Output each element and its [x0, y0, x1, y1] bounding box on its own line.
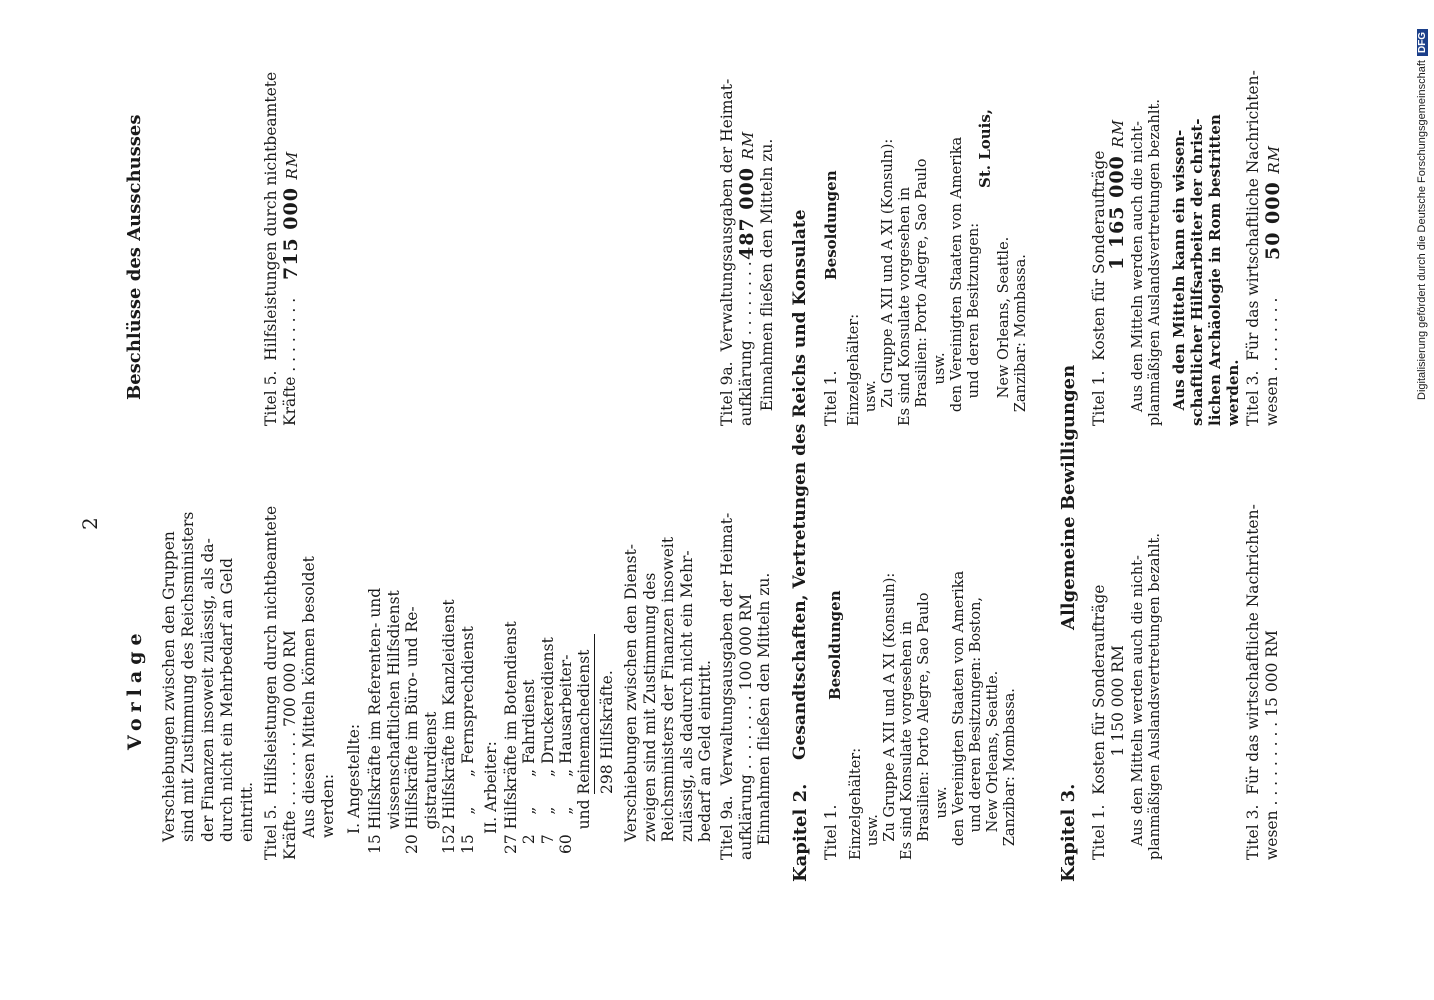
- arbeiter-list: 27 Hilfskräfte im Botendienst 2 „ „ Fahrdienst 7 „ „ Druckereidienst 60 „ „ Hausarbeiter- und Reinemachedienst: [502, 621, 594, 854]
- right-k3-titel1: Titel 1. Kosten für Sonderaufträge: [1090, 150, 1108, 426]
- right-k3-titel3: Titel 3. Für das wirtschaftliche Nachrichten- wesen . . . . . . . .: [1244, 70, 1281, 426]
- left-titel5-note: Aus diesen Mitteln können besoldet werden:: [300, 556, 337, 838]
- left-k3-titel3: Titel 3. Für das wirtschaftliche Nachrichten- wesen . . . . . . . . . 15 000 RM: [1244, 504, 1281, 860]
- left-titel5: Titel 5. Hilfsleistungen durch nichtbeamtete Kräfte . . . . . . . . 700 000 RM: [262, 505, 299, 860]
- right-titel5: Titel 5. Hilfsleistungen durch nichtbeamtete Kräfte . . . . . . . .: [262, 71, 299, 426]
- right-titel5-amount: 715 000 RM: [280, 150, 302, 280]
- right-k2-body-end: New Orleans, Seattle. Zanzibar: Mombassa.: [996, 236, 1030, 413]
- dfg-logo: DFG: [1417, 29, 1428, 56]
- left-titel9a: Titel 9a. Verwaltungsausgaben der Heimat- aufklärung . . . . . . . . 100 000 RM Einnahmen fließen den Mitteln zu.: [718, 512, 774, 860]
- left-k2-titel1: Titel 1.: [822, 804, 840, 860]
- left-k3-titel1-note: Aus den Mitteln werden auch die nicht- planmäßigen Auslandsvertretungen bezahlt.: [1130, 533, 1164, 860]
- digitization-credit: [1416, 0, 1428, 400]
- kapitel-3-title: Allgemeine Bewilligungen: [1058, 364, 1079, 630]
- right-titel9a-amount: 487 000 RM: [736, 130, 758, 260]
- right-k2-body: Einzelgehälter: usw. Zu Gruppe A XII und A XI (Konsuln): Es sind Konsulate vorgesehen in Brasilien: Porto Alegre, Sao Paulo usw. den Vereinigten Staaten von Amerika und deren Besitzungen:: [846, 136, 982, 426]
- right-titel9a-note: Einnahmen fließen den Mitteln zu.: [758, 138, 776, 426]
- right-k2-besoldungen: Besoldungen: [822, 170, 840, 280]
- verschiebungen-paragraph: Verschiebungen zwischen den Dienst- zweigen sind mit Zustimmung des Reichsministers der Finanzen insoweit zulässig, als dadurch nicht ein Mehr- bedarf an Geld eintritt.: [622, 536, 715, 842]
- left-k3-titel1: Titel 1. Kosten für Sonderaufträge 1 150 000 RM: [1090, 584, 1127, 860]
- intro-paragraph: Verschiebungen zwischen den Gruppen sind mit Zustimmung des Reichsministers der Finanzen insoweit zulässig, als da- durch nicht ein Mehrbedarf an Geld eintritt.: [160, 511, 256, 842]
- angestellte-list: 15 Hilfskräfte im Referenten- und wissenschaftlichen Hilfsdienst 20 Hilfskräfte im Büro- und Re- gistraturdienst 152 Hilfskräfte im Kanzleidienst 15 „ „ Fernsprechdienst: [366, 587, 477, 854]
- credit-text: Digitalisierung gefördert durch die Deutsche Forschungsgemeinschaft: [1416, 60, 1428, 400]
- column-title-beschluesse: Beschlüsse des Ausschusses: [124, 114, 145, 400]
- right-k2-titel1: Titel 1.: [822, 370, 840, 426]
- left-k2-besoldungen: Besoldungen: [826, 590, 844, 700]
- angestellte-heading: I. Angestellte:: [345, 723, 363, 834]
- total-hilfskraefte: 298 Hilfskräfte.: [598, 670, 616, 794]
- page-number: 2: [78, 517, 102, 530]
- sum-rule: [594, 634, 595, 794]
- right-k3-titel3-amount: 50 000 RM: [1262, 145, 1284, 260]
- kapitel-2-title: Gesandtschaften, Vertretungen des Reichs und Konsulate: [790, 209, 810, 760]
- arbeiter-heading: II. Arbeiter:: [482, 741, 500, 834]
- kapitel-2-label: Kapitel 2.: [790, 783, 811, 882]
- right-k3-titel1-amount: 1 165 000 RM: [1106, 118, 1128, 270]
- column-title-vorlage: Vorlage: [124, 627, 146, 750]
- right-k2-st-louis: St. Louis,: [976, 108, 994, 188]
- right-k3-bold-note: Aus den Mitteln kann ein wissen- schaftlicher Hilfsarbeiter der christ- lichen Archäologie in Rom bestritten werden.: [1170, 114, 1242, 426]
- left-k2-body: Einzelgehälter: usw. Zu Gruppe A XII und A XI (Konsuln): Es sind Konsulate vorgesehen in Brasilien: Porto Alegre, Sao Paulo usw. den Vereinigten Staaten von Amerika und deren Besitzungen: Boston, New Orleans, Seattle. Zanzibar: Mombassa.: [848, 570, 1018, 860]
- right-titel9a: Titel 9a. Verwaltungsausgaben der Heimat- aufklärung . . . . . . . .: [718, 78, 755, 426]
- kapitel-3-label: Kapitel 3.: [1058, 783, 1079, 882]
- right-k3-titel1-note: Aus den Mitteln werden auch die nicht- planmäßigen Auslandsvertretungen bezahlt.: [1130, 99, 1164, 426]
